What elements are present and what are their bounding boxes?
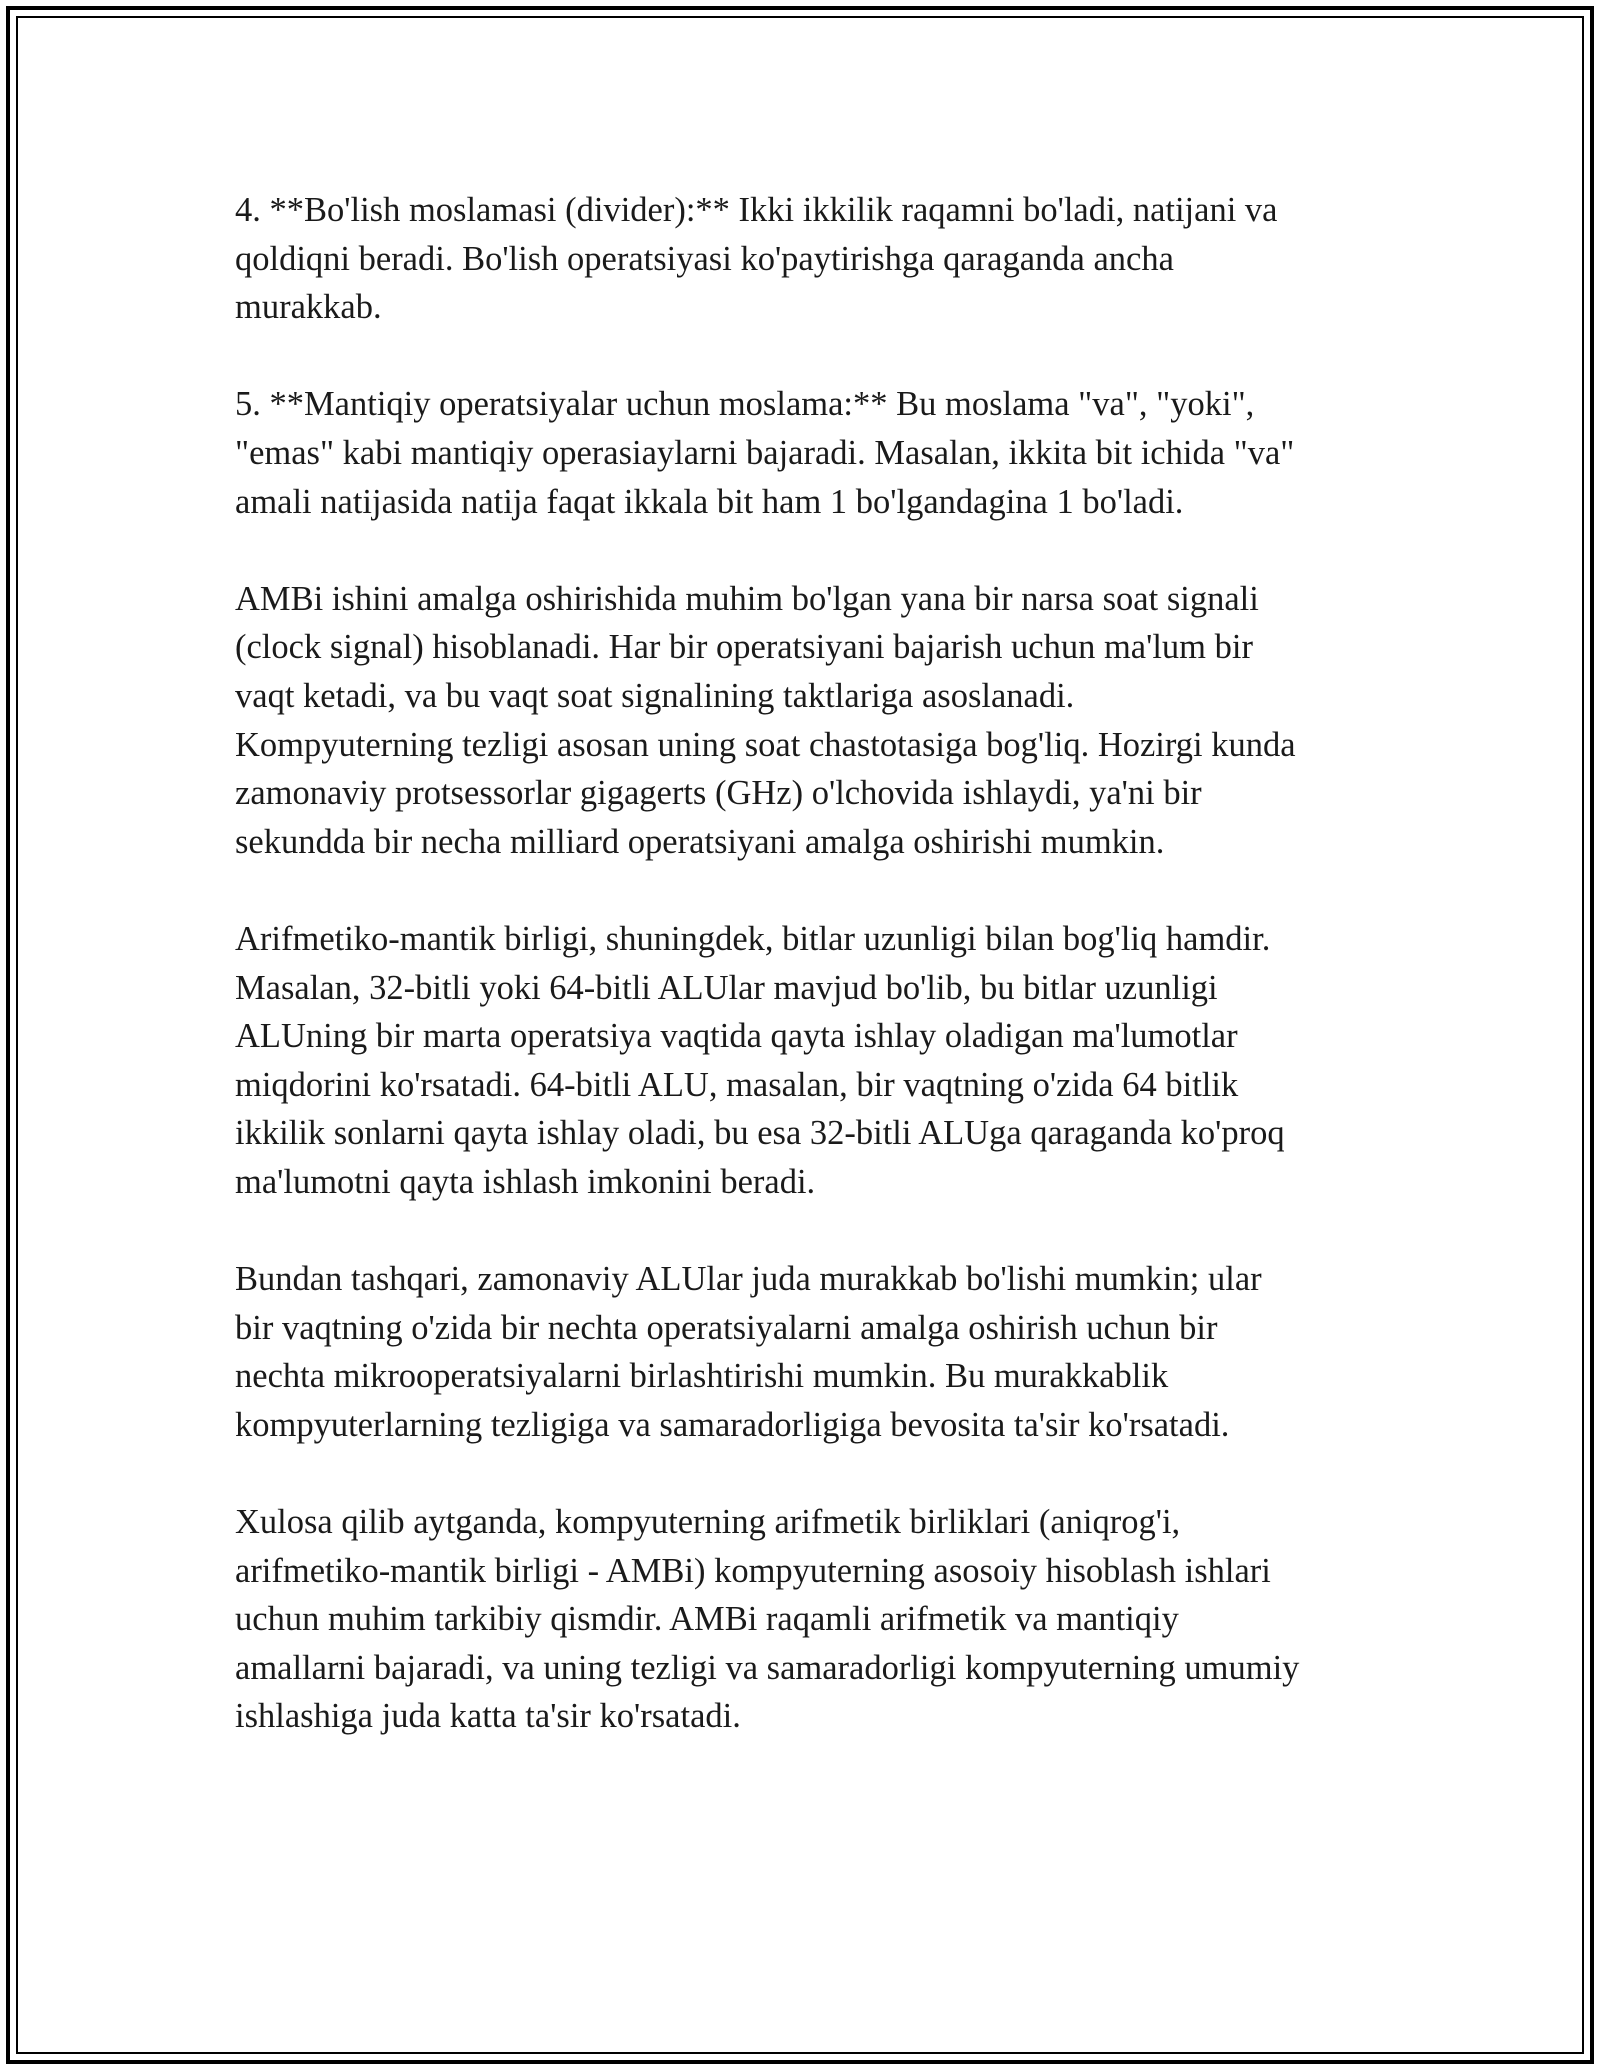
paragraph-divider [235, 186, 1375, 332]
text-line: ishlashiga juda katta ta'sir ko'rsatadi. [235, 1697, 741, 1736]
text-line: vaqt ketadi, va bu vaqt soat signalining taktlariga asoslanadi. [235, 676, 1075, 715]
text-line: ma'lumotni qayta ishlash imkonini beradi. [235, 1162, 816, 1201]
text-line: Kompyuterning tezligi asosan uning soat chastotasiga bog'liq. Hozirgi kunda [235, 725, 1296, 764]
text-line: uchun muhim tarkibiy qismdir. AMBi raqamli arifmetik va mantiqiy [235, 1600, 1179, 1639]
text-line: nechta mikrooperatsiyalarni birlashtirishi mumkin. Bu murakkablik [235, 1357, 1169, 1396]
text-line: "emas" kabi mantiqiy operasiaylarni bajaradi. Masalan, ikkita bit ichida "va" [235, 433, 1295, 472]
text-line: amali natijasida natija faqat ikkala bit ham 1 bo'lgandagina 1 bo'ladi. [235, 482, 1184, 521]
paragraph-logic-unit [235, 380, 1375, 526]
text-line: sekundda bir necha milliard operatsiyani amalga oshirishi mumkin. [235, 822, 1165, 861]
document-body [235, 186, 1375, 1790]
text-line: (clock signal) hisoblanadi. Har bir operatsiyani bajarish uchun ma'lum bir [235, 628, 1253, 667]
paragraph-clock-signal [235, 575, 1375, 867]
text-line: murakkab. [235, 288, 382, 327]
text-line: bir vaqtning o'zida bir nechta operatsiyalarni amalga oshirish uchun bir [235, 1308, 1218, 1347]
text-line: 5. **Mantiqiy operatsiyalar uchun moslama:** Bu moslama "va", "yoki", [235, 385, 1255, 424]
text-line: Xulosa qilib aytganda, kompyuterning arifmetik birliklari (aniqrog'i, [235, 1503, 1181, 1542]
text-line: ALUning bir marta operatsiya vaqtida qayta ishlay oladigan ma'lumotlar [235, 1017, 1238, 1056]
paragraph-modern-alu [235, 1255, 1375, 1449]
text-line: AMBi ishini amalga oshirishida muhim bo'lgan yana bir narsa soat signali [235, 579, 1259, 618]
text-line: kompyuterlarning tezligiga va samaradorligiga bevosita ta'sir ko'rsatadi. [235, 1405, 1230, 1444]
text-line: zamonaviy protsessorlar gigagerts (GHz) o'lchovida ishlaydi, ya'ni bir [235, 774, 1202, 813]
text-line: arifmetiko-mantik birligi - AMBi) kompyuterning asosoiy hisoblash ishlari [235, 1551, 1271, 1590]
text-line: Bundan tashqari, zamonaviy ALUlar juda murakkab bo'lishi mumkin; ular [235, 1260, 1262, 1299]
text-line: 4. **Bo'lish moslamasi (divider):** Ikki ikkilik raqamni bo'ladi, natijani va [235, 191, 1278, 229]
text-line: amallarni bajaradi, va uning tezligi va samaradorligi kompyuterning umumiy [235, 1648, 1300, 1687]
text-line: Masalan, 32-bitli yoki 64-bitli ALUlar mavjud bo'lib, bu bitlar uzunligi [235, 968, 1218, 1007]
text-line: qoldiqni beradi. Bo'lish operatsiyasi ko'paytirishga qaraganda ancha [235, 239, 1174, 278]
text-line: Arifmetiko-mantik birligi, shuningdek, bitlar uzunligi bilan bog'liq hamdir. [235, 919, 1271, 958]
paragraph-conclusion [235, 1498, 1375, 1741]
paragraph-bit-width [235, 915, 1375, 1207]
text-line: ikkilik sonlarni qayta ishlay oladi, bu esa 32-bitli ALUga qaraganda ko'proq [235, 1114, 1285, 1153]
text-line: miqdorini ko'rsatadi. 64-bitli ALU, masalan, bir vaqtning o'zida 64 bitlik [235, 1065, 1239, 1104]
